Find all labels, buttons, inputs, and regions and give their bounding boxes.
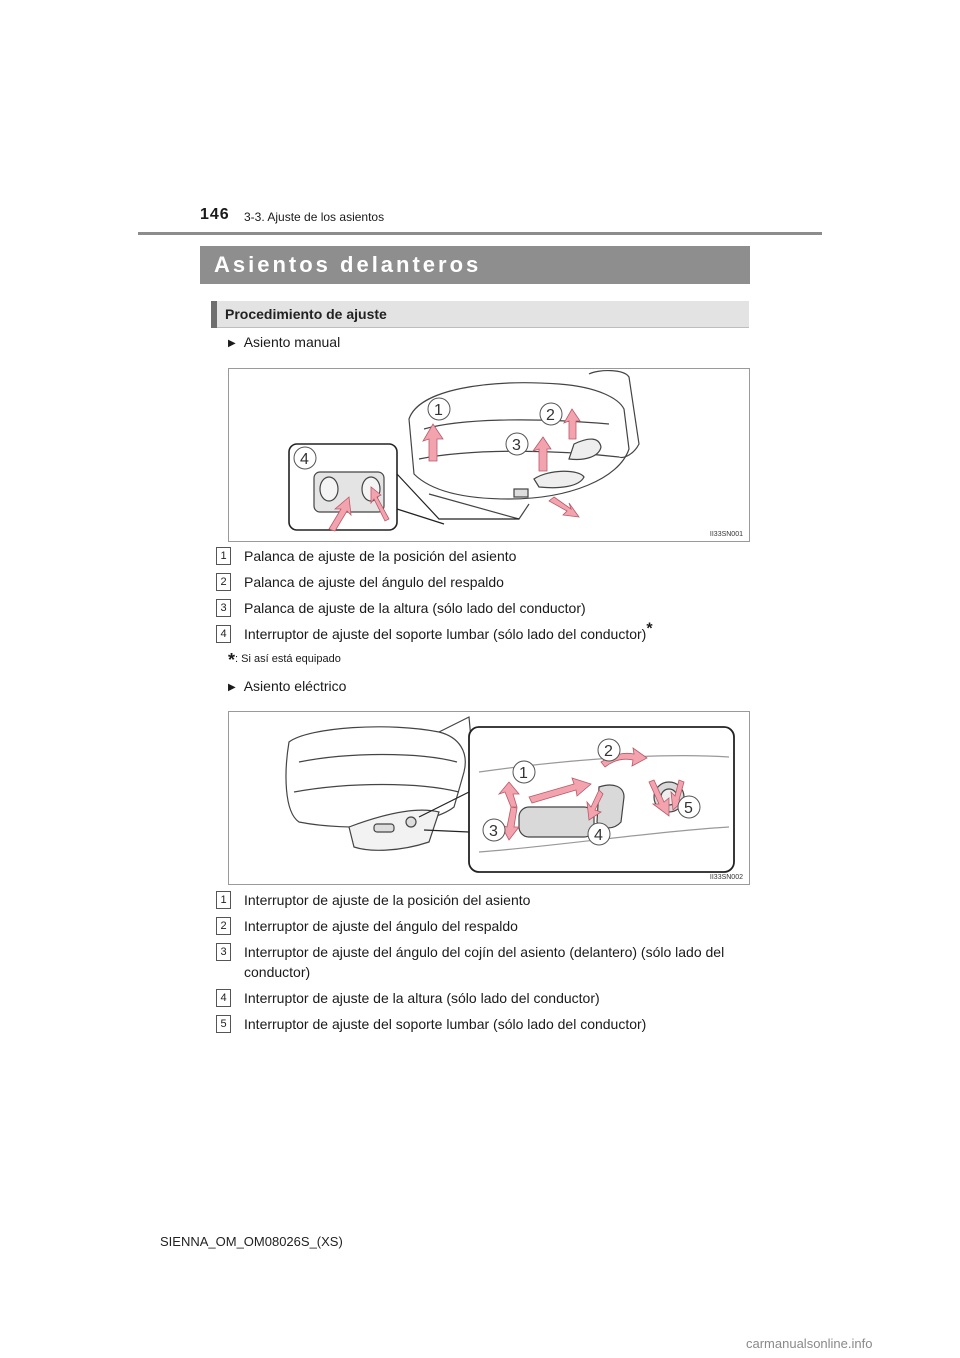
item-number: 3 [216, 599, 231, 617]
subsection-title: Procedimiento de ajuste [225, 306, 387, 322]
svg-text:1: 1 [519, 765, 528, 782]
svg-text:3: 3 [512, 437, 521, 454]
breadcrumb: 3-3. Ajuste de los asientos [244, 210, 385, 224]
page-number: 146 [200, 206, 230, 223]
item-number: 1 [216, 891, 231, 909]
section-title-bar [200, 246, 750, 284]
item-text: Palanca de ajuste del ángulo del respaldo [244, 574, 504, 590]
item-text: Palanca de ajuste de la altura (sólo lado del conductor) [244, 600, 586, 616]
item-number: 4 [216, 625, 231, 643]
manual-seat-list [216, 546, 756, 650]
list-item [216, 620, 756, 644]
list-item [216, 572, 756, 592]
electric-seat-illustration [229, 712, 749, 884]
item-number: 3 [216, 943, 231, 961]
item-text: Interruptor de ajuste del ángulo del respaldo [244, 918, 518, 934]
manual-seat-heading-text: Asiento manual [243, 334, 341, 350]
list-item [216, 1014, 756, 1034]
svg-text:3: 3 [489, 823, 498, 840]
footnote-star: * [228, 650, 236, 670]
list-item [216, 598, 756, 618]
svg-text:2: 2 [604, 743, 613, 760]
list-item [216, 942, 756, 982]
figure-code: II33SN002 [709, 874, 743, 881]
svg-text:4: 4 [300, 451, 309, 468]
list-item [216, 546, 756, 566]
item-text: Interruptor de ajuste del soporte lumbar (sólo lado del conductor) [244, 1016, 647, 1032]
manual-seat-illustration [229, 369, 749, 541]
item-number: 4 [216, 989, 231, 1007]
list-item [216, 890, 756, 910]
item-text: Interruptor de ajuste de la posición del asiento [244, 892, 531, 908]
item-number: 2 [216, 917, 231, 935]
figure-code: II33SN001 [709, 531, 743, 538]
item-text: Interruptor de ajuste de la altura (sólo lado del conductor) [244, 990, 600, 1006]
footnote-text: : Si así está equipado [235, 653, 341, 665]
svg-text:1: 1 [434, 402, 443, 419]
manual-seat-heading [228, 334, 340, 350]
list-item [216, 916, 756, 936]
triangle-bullet-icon: ▶ [228, 682, 236, 693]
svg-text:2: 2 [546, 407, 555, 424]
watermark: carmanualsonline.info [746, 1336, 873, 1351]
document-id: SIENNA_OM_OM08026S_(XS) [160, 1234, 343, 1249]
electric-seat-heading [228, 678, 346, 694]
svg-text:4: 4 [594, 827, 603, 844]
list-item [216, 988, 756, 1008]
electric-seat-list [216, 890, 756, 1040]
item-number: 2 [216, 573, 231, 591]
item-text: Palanca de ajuste de la posición del asiento [244, 548, 517, 564]
footnote [228, 650, 341, 671]
item-text: Interruptor de ajuste del soporte lumbar (sólo lado del conductor) [244, 626, 647, 642]
svg-text:5: 5 [684, 800, 693, 817]
footnote-marker: * [646, 620, 653, 638]
manual-seat-figure [228, 368, 750, 542]
item-text: Interruptor de ajuste del ángulo del cojín del asiento (delantero) (sólo lado del conductor) [244, 944, 725, 980]
header-divider [138, 232, 822, 235]
triangle-bullet-icon: ▶ [228, 338, 236, 349]
electric-seat-heading-text: Asiento eléctrico [243, 678, 347, 694]
section-title: Asientos delanteros [214, 252, 482, 277]
item-number: 1 [216, 547, 231, 565]
electric-seat-figure [228, 711, 750, 885]
item-number: 5 [216, 1015, 231, 1033]
subsection-bar [211, 301, 749, 328]
